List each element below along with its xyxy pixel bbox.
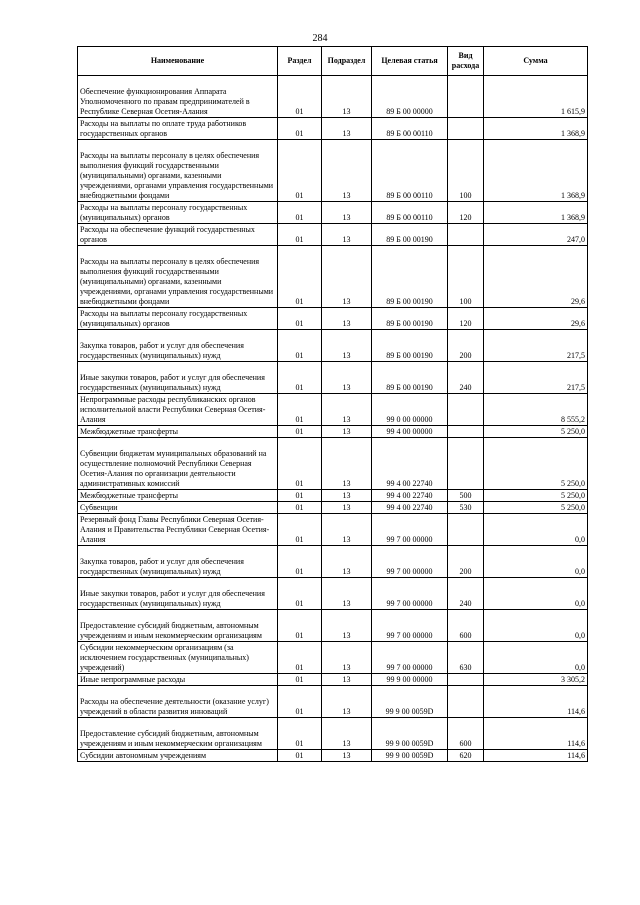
row-subsection: 13 xyxy=(322,308,372,330)
row-name: Иные закупки товаров, работ и услуг для обеспечения государственных (муниципальных) нужд xyxy=(78,578,278,610)
row-target: 99 0 00 00000 xyxy=(372,394,448,426)
row-name: Расходы на выплаты персоналу государственных (муниципальных) органов xyxy=(78,202,278,224)
row-target: 89 Б 00 00190 xyxy=(372,330,448,362)
row-target: 89 Б 00 00190 xyxy=(372,246,448,308)
row-target: 99 9 00 0059D xyxy=(372,750,448,762)
row-section: 01 xyxy=(278,202,322,224)
row-subsection: 13 xyxy=(322,202,372,224)
header-subsection: Подраздел xyxy=(322,47,372,76)
row-name: Обеспечение функционирования Аппарата Уполномоченного по правам предпринимателей в Республике Северная Осетия-Алания xyxy=(78,76,278,118)
row-expense-type: 630 xyxy=(448,642,484,674)
table-row xyxy=(78,246,588,308)
table-row xyxy=(78,394,588,426)
row-amount: 5 250,0 xyxy=(484,426,588,438)
row-amount: 0,0 xyxy=(484,642,588,674)
row-section: 01 xyxy=(278,308,322,330)
row-expense-type: 240 xyxy=(448,578,484,610)
table-row xyxy=(78,330,588,362)
row-name: Расходы на выплаты по оплате труда работников государственных органов xyxy=(78,118,278,140)
row-subsection: 13 xyxy=(322,578,372,610)
row-target: 99 4 00 22740 xyxy=(372,490,448,502)
row-section: 01 xyxy=(278,642,322,674)
row-target: 99 7 00 00000 xyxy=(372,546,448,578)
row-expense-type: 200 xyxy=(448,330,484,362)
row-name: Предоставление субсидий бюджетным, автономным учреждениям и иным некоммерческим организациям xyxy=(78,610,278,642)
table-row xyxy=(78,224,588,246)
row-section: 01 xyxy=(278,362,322,394)
row-target: 99 9 00 0059D xyxy=(372,718,448,750)
row-expense-type: 620 xyxy=(448,750,484,762)
row-expense-type xyxy=(448,438,484,490)
row-expense-type xyxy=(448,118,484,140)
row-name: Субсидии автономным учреждениям xyxy=(78,750,278,762)
row-section: 01 xyxy=(278,438,322,490)
table-row xyxy=(78,642,588,674)
table-row xyxy=(78,514,588,546)
row-subsection: 13 xyxy=(322,718,372,750)
row-amount: 114,6 xyxy=(484,686,588,718)
row-subsection: 13 xyxy=(322,610,372,642)
row-amount: 3 305,2 xyxy=(484,674,588,686)
row-subsection: 13 xyxy=(322,750,372,762)
row-amount: 1 368,9 xyxy=(484,140,588,202)
row-subsection: 13 xyxy=(322,514,372,546)
row-target: 99 7 00 00000 xyxy=(372,610,448,642)
row-section: 01 xyxy=(278,394,322,426)
row-name: Расходы на выплаты персоналу государственных (муниципальных) органов xyxy=(78,308,278,330)
row-target: 99 4 00 00000 xyxy=(372,426,448,438)
row-expense-type: 100 xyxy=(448,140,484,202)
table-row xyxy=(78,118,588,140)
row-expense-type: 530 xyxy=(448,502,484,514)
row-subsection: 13 xyxy=(322,118,372,140)
table-row xyxy=(78,362,588,394)
row-section: 01 xyxy=(278,546,322,578)
table-row xyxy=(78,718,588,750)
row-section: 01 xyxy=(278,76,322,118)
row-amount: 0,0 xyxy=(484,610,588,642)
row-expense-type xyxy=(448,426,484,438)
row-expense-type: 100 xyxy=(448,246,484,308)
row-expense-type: 500 xyxy=(448,490,484,502)
row-subsection: 13 xyxy=(322,686,372,718)
table-row xyxy=(78,610,588,642)
row-subsection: 13 xyxy=(322,438,372,490)
row-subsection: 13 xyxy=(322,76,372,118)
row-target: 99 9 00 0059D xyxy=(372,686,448,718)
row-expense-type xyxy=(448,686,484,718)
table-header-row xyxy=(78,47,588,76)
row-name: Межбюджетные трансферты xyxy=(78,490,278,502)
row-expense-type: 600 xyxy=(448,718,484,750)
row-amount: 0,0 xyxy=(484,578,588,610)
table-row xyxy=(78,202,588,224)
row-name: Расходы на выплаты персоналу в целях обеспечения выполнения функций государственными (муниципальными) органами, казенными учреждениями, органами управления государственными внебюджетными фондами xyxy=(78,140,278,202)
row-expense-type: 600 xyxy=(448,610,484,642)
table-row xyxy=(78,438,588,490)
row-section: 01 xyxy=(278,224,322,246)
row-target: 89 Б 00 00110 xyxy=(372,140,448,202)
row-expense-type: 200 xyxy=(448,546,484,578)
row-name: Иные непрограммные расходы xyxy=(78,674,278,686)
row-name: Расходы на выплаты персоналу в целях обеспечения выполнения функций государственными (муниципальными) органами, казенными учреждениями, органами управления государственными внебюджетными фондами xyxy=(78,246,278,308)
row-subsection: 13 xyxy=(322,426,372,438)
row-name: Субвенции бюджетам муниципальных образований на осуществление полномочий Республики Северная Осетия-Алания по организации деятельности административных комиссий xyxy=(78,438,278,490)
row-target: 99 7 00 00000 xyxy=(372,514,448,546)
row-amount: 1 615,9 xyxy=(484,76,588,118)
row-subsection: 13 xyxy=(322,362,372,394)
row-expense-type xyxy=(448,674,484,686)
row-expense-type: 240 xyxy=(448,362,484,394)
row-amount: 0,0 xyxy=(484,514,588,546)
row-target: 89 Б 00 00110 xyxy=(372,202,448,224)
row-target: 89 Б 00 00110 xyxy=(372,118,448,140)
row-amount: 0,0 xyxy=(484,546,588,578)
row-section: 01 xyxy=(278,246,322,308)
row-name: Субсидии некоммерческим организациям (за исключением государственных (муниципальных) учреждений) xyxy=(78,642,278,674)
page-number: 284 xyxy=(312,33,328,44)
row-section: 01 xyxy=(278,140,322,202)
row-section: 01 xyxy=(278,718,322,750)
row-section: 01 xyxy=(278,502,322,514)
row-target: 89 Б 00 00190 xyxy=(372,308,448,330)
table-row xyxy=(78,686,588,718)
row-amount: 29,6 xyxy=(484,308,588,330)
row-name: Расходы на обеспечение функций государственных органов xyxy=(78,224,278,246)
header-name: Наименование xyxy=(78,47,278,76)
row-subsection: 13 xyxy=(322,642,372,674)
row-amount: 5 250,0 xyxy=(484,502,588,514)
row-section: 01 xyxy=(278,514,322,546)
row-name: Субвенции xyxy=(78,502,278,514)
row-name: Межбюджетные трансферты xyxy=(78,426,278,438)
table-row xyxy=(78,140,588,202)
header-target: Целевая статья xyxy=(372,47,448,76)
row-name: Иные закупки товаров, работ и услуг для обеспечения государственных (муниципальных) нужд xyxy=(78,362,278,394)
row-amount: 114,6 xyxy=(484,750,588,762)
row-target: 89 Б 00 00000 xyxy=(372,76,448,118)
table-row xyxy=(78,490,588,502)
row-name: Непрограммные расходы республиканских органов исполнительной власти Республики Северная Осетия-Алания xyxy=(78,394,278,426)
row-subsection: 13 xyxy=(322,224,372,246)
row-subsection: 13 xyxy=(322,674,372,686)
row-target: 99 9 00 00000 xyxy=(372,674,448,686)
row-subsection: 13 xyxy=(322,502,372,514)
header-amount: Сумма xyxy=(484,47,588,76)
row-target: 99 7 00 00000 xyxy=(372,578,448,610)
row-target: 89 Б 00 00190 xyxy=(372,362,448,394)
row-name: Закупка товаров, работ и услуг для обеспечения государственных (муниципальных) нужд xyxy=(78,330,278,362)
row-subsection: 13 xyxy=(322,394,372,426)
row-target: 99 7 00 00000 xyxy=(372,642,448,674)
row-subsection: 13 xyxy=(322,546,372,578)
row-amount: 5 250,0 xyxy=(484,438,588,490)
row-expense-type xyxy=(448,76,484,118)
table-row xyxy=(78,578,588,610)
row-expense-type xyxy=(448,224,484,246)
row-section: 01 xyxy=(278,330,322,362)
row-amount: 1 368,9 xyxy=(484,202,588,224)
row-amount: 247,0 xyxy=(484,224,588,246)
table-row xyxy=(78,308,588,330)
row-target: 99 4 00 22740 xyxy=(372,502,448,514)
row-name: Закупка товаров, работ и услуг для обеспечения государственных (муниципальных) нужд xyxy=(78,546,278,578)
row-section: 01 xyxy=(278,610,322,642)
row-name: Предоставление субсидий бюджетным, автономным учреждениям и иным некоммерческим организациям xyxy=(78,718,278,750)
row-amount: 8 555,2 xyxy=(484,394,588,426)
row-name: Расходы на обеспечение деятельности (оказание услуг) учреждений в области развития инноваций xyxy=(78,686,278,718)
row-target: 99 4 00 22740 xyxy=(372,438,448,490)
table-row xyxy=(78,426,588,438)
row-name: Резервный фонд Главы Республики Северная Осетия-Алания и Правительства Республики Северная Осетия-Алания xyxy=(78,514,278,546)
row-amount: 5 250,0 xyxy=(484,490,588,502)
row-section: 01 xyxy=(278,118,322,140)
row-section: 01 xyxy=(278,750,322,762)
table-row xyxy=(78,76,588,118)
row-amount: 217,5 xyxy=(484,362,588,394)
row-section: 01 xyxy=(278,578,322,610)
row-expense-type xyxy=(448,394,484,426)
header-expense-type: Вид расхода xyxy=(448,47,484,76)
row-target: 89 Б 00 00190 xyxy=(372,224,448,246)
row-amount: 1 368,9 xyxy=(484,118,588,140)
row-expense-type: 120 xyxy=(448,202,484,224)
table-row xyxy=(78,674,588,686)
table-row xyxy=(78,750,588,762)
row-section: 01 xyxy=(278,490,322,502)
header-section: Раздел xyxy=(278,47,322,76)
row-section: 01 xyxy=(278,674,322,686)
row-amount: 29,6 xyxy=(484,246,588,308)
row-amount: 217,5 xyxy=(484,330,588,362)
row-expense-type xyxy=(448,514,484,546)
row-subsection: 13 xyxy=(322,330,372,362)
row-subsection: 13 xyxy=(322,246,372,308)
row-expense-type: 120 xyxy=(448,308,484,330)
table-row xyxy=(78,502,588,514)
table-row xyxy=(78,546,588,578)
row-subsection: 13 xyxy=(322,490,372,502)
row-amount: 114,6 xyxy=(484,718,588,750)
row-subsection: 13 xyxy=(322,140,372,202)
row-section: 01 xyxy=(278,426,322,438)
row-section: 01 xyxy=(278,686,322,718)
budget-table xyxy=(77,46,588,762)
